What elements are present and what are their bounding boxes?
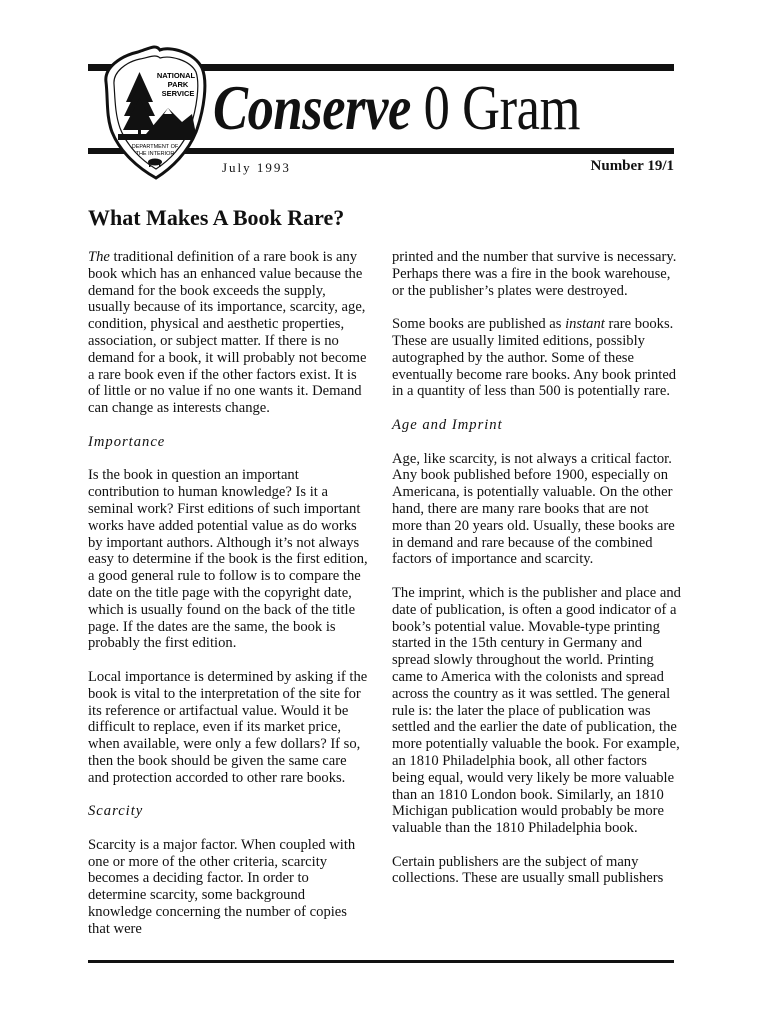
footer-rule bbox=[88, 960, 674, 963]
publication-title bbox=[213, 68, 580, 148]
masthead bbox=[0, 0, 768, 200]
paragraph-text: Some books are published as bbox=[392, 316, 566, 333]
paragraph-text: The bbox=[88, 249, 110, 265]
paragraph-text: instant bbox=[565, 316, 605, 333]
logo-text-line: THE INTERIOR bbox=[135, 151, 175, 157]
paragraph-text: Local importance is determined by asking if the book is vital to the interpretation of the site for its reference or artifactual value. Would it be difficult to replace, even if its market price, when available, were only a few dollars? If so, then the book should be given the same care and protection accorded to other rare books. bbox=[88, 668, 368, 786]
section-heading: Scarcity bbox=[88, 803, 144, 820]
paragraph-text: Is the book in question an important contribution to human knowledge? Is it a seminal work? First editions of such important works have added potential value as do works by important authors. Although it’s not always easy to determine if the book is the first edition, a good general rule to follow is to compare the date on the title page with the copyright date, which is usually found on the back of the title page. If the dates are the same, the book is probably the first edition. bbox=[88, 467, 368, 652]
section-heading: Age and Imprint bbox=[392, 416, 503, 433]
paragraph-text: Scarcity is a major factor. When coupled with one or more of the other criteria, scarcity becomes a deciding factor. In order to determine scarcity, some background knowledge concerning the number of copies that were bbox=[88, 836, 356, 937]
paragraph-text: Certain publishers are the subject of many collections. These are usually small publishers bbox=[392, 853, 664, 887]
nps-arrowhead-logo-icon bbox=[98, 42, 210, 182]
publication-title-part-1: Conserve bbox=[213, 72, 411, 143]
paragraph-text: rare books. These are usually limited editions, possibly autographed by the author. Some of these eventually become rare books. Any book printed in a quantity of less than 500 is potentially rare. bbox=[392, 316, 677, 400]
paragraph bbox=[392, 854, 682, 888]
paragraph bbox=[88, 669, 368, 787]
article-title: What Makes A Book Rare? bbox=[88, 205, 345, 230]
paragraph bbox=[392, 585, 682, 837]
paragraph bbox=[88, 467, 368, 652]
paragraph-text: printed and the number that survive is necessary. Perhaps there was a fire in the book warehouse, or the publisher’s plates were destroyed. bbox=[392, 249, 677, 299]
paragraph-text: Age, like scarcity, is not always a critical factor. Any book published before 1900, especially on Americana, is potentially valuable. On the other hand, there are many rare books that are not more than 20 years old. Usually, these books are in demand and rare because of the combined factors of importance and scarcity. bbox=[392, 450, 675, 568]
publication-title-part-2: 0 Gram bbox=[423, 72, 580, 143]
left-column bbox=[88, 249, 368, 954]
issue-number: Number 19/1 bbox=[590, 158, 674, 174]
right-column bbox=[392, 249, 682, 904]
paragraph bbox=[392, 249, 682, 299]
paragraph bbox=[88, 249, 368, 417]
logo-text-line: NATIONAL bbox=[156, 71, 196, 80]
paragraph-text: The imprint, which is the publisher and place and date of publication, is often a good indicator of a book’s potential value. Movable-type printing started in the 15th century in Germany and spread slowly throughout the world. Printing came to America with the colonists and spread across the country as it was settled. The general rule is: the later the place of publication was settled and the earlier the date of publication, the more potentially valuable the book. For example, an 1810 Philadelphia book, all other factors being equal, would very likely be more valuable than an 1810 London book. Similarly, an 1810 Michigan publication would probably be more valuable than the 1810 Philadelphia book. bbox=[392, 584, 681, 837]
paragraph bbox=[392, 316, 682, 400]
paragraph-text: traditional definition of a rare book is any book which has an enhanced value because the demand for the book exceeds the supply, usually because of its importance, scarcity, age, condition, physical and aesthetic properties, association, or subject matter. If there is no demand for a book, it will probably not become a rare book even if the other factors exist. It is of little or no value if no one wants it. Demand can change as interests change. bbox=[88, 249, 367, 417]
logo-text-line: DEPARTMENT OF bbox=[131, 144, 179, 150]
paragraph bbox=[392, 451, 682, 569]
logo-text-line: SERVICE bbox=[161, 89, 195, 98]
issue-date: July 1993 bbox=[222, 160, 291, 175]
section-heading: Importance bbox=[88, 433, 166, 450]
paragraph bbox=[88, 837, 368, 938]
logo-text-line: PARK bbox=[167, 80, 189, 89]
